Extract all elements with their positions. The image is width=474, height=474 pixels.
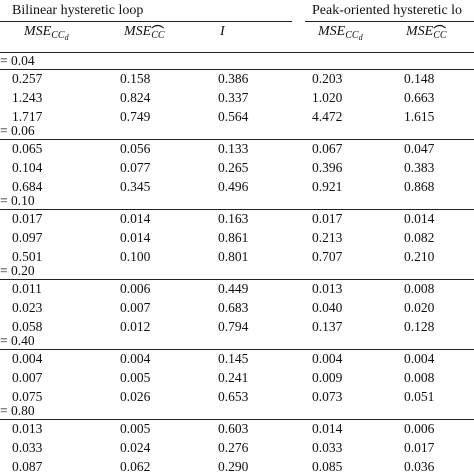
- table-cell: 1.615: [404, 109, 435, 124]
- table-cell: 1.243: [12, 90, 43, 105]
- table-cell: 0.047: [404, 141, 435, 156]
- table-cell: 0.257: [12, 71, 43, 86]
- table-cell: 0.040: [312, 300, 343, 315]
- table-cell: 0.056: [120, 141, 151, 156]
- table-cell: 0.868: [404, 179, 435, 194]
- table-cell: 0.005: [120, 421, 151, 436]
- table-cell: 0.026: [120, 389, 151, 404]
- table-cell: 0.794: [218, 319, 249, 334]
- group-header-right: Peak-oriented hysteretic lo: [312, 3, 463, 18]
- section-label: = 0.10: [0, 193, 35, 208]
- table-cell: 0.564: [218, 109, 249, 124]
- column-header-subscript: [433, 30, 446, 41]
- table-cell: 0.014: [120, 211, 151, 226]
- table-cell: 0.036: [404, 459, 435, 474]
- table-cell: 0.145: [218, 351, 249, 366]
- column-header-sub-subscript: d: [358, 33, 363, 42]
- table-cell: 0.684: [12, 179, 43, 194]
- section-label: = 0.40: [0, 333, 35, 348]
- table-cell: 0.383: [404, 160, 435, 175]
- table-cell: 0.013: [312, 281, 343, 296]
- section-rule: [0, 139, 474, 140]
- table-cell: 0.824: [120, 90, 151, 105]
- table-cell: 0.005: [120, 370, 151, 385]
- table-cell: 0.449: [218, 281, 249, 296]
- column-header-symbol: I: [220, 24, 225, 39]
- table-cell: 0.013: [12, 421, 43, 436]
- table-cell: 0.801: [218, 249, 249, 264]
- group-rule-left: [0, 21, 292, 22]
- table-cell: 0.921: [312, 179, 343, 194]
- group-header-left: Bilinear hysteretic loop: [12, 3, 144, 18]
- table-cell: 0.501: [12, 249, 43, 264]
- table-cell: 0.006: [120, 281, 151, 296]
- table-cell: 1.717: [12, 109, 43, 124]
- column-header-symbol: MSE: [318, 24, 346, 39]
- table-cell: 0.009: [312, 370, 343, 385]
- section-rule: [0, 279, 474, 280]
- table-cell: 0.017: [312, 211, 343, 226]
- table-cell: 0.067: [312, 141, 343, 156]
- table-cell: 0.241: [218, 370, 249, 385]
- group-rule-right: [305, 21, 474, 22]
- table-cell: 0.148: [404, 71, 435, 86]
- column-header-symbol: MSE: [124, 24, 152, 39]
- table-cell: 0.004: [12, 351, 43, 366]
- table-cell: 0.100: [120, 249, 151, 264]
- table-cell: 0.004: [312, 351, 343, 366]
- table-cell: 0.007: [12, 370, 43, 385]
- table-cell: 0.210: [404, 249, 435, 264]
- hat-accent-icon: [433, 24, 446, 29]
- column-header-5: [406, 24, 447, 44]
- section-label: = 0.80: [0, 403, 35, 418]
- table-cell: 0.004: [120, 351, 151, 366]
- table-cell: 0.077: [120, 160, 151, 175]
- table-cell: 1.020: [312, 90, 343, 105]
- table-cell: 0.007: [120, 300, 151, 315]
- column-header-subscript-text: CC: [151, 30, 165, 41]
- table-cell: 0.024: [120, 440, 151, 455]
- table-cell: 0.012: [120, 319, 151, 334]
- header-bottom-rule: [0, 52, 474, 53]
- table-cell: 0.290: [218, 459, 249, 474]
- column-header-2: [124, 24, 165, 44]
- table-cell: 0.082: [404, 230, 435, 245]
- table-cell: 0.496: [218, 179, 249, 194]
- table-cell: 0.653: [218, 389, 249, 404]
- column-header-1: [24, 24, 69, 46]
- column-header-subscript: [151, 30, 164, 41]
- table-cell: 0.023: [12, 300, 43, 315]
- table-cell: 0.033: [12, 440, 43, 455]
- table-cell: 0.014: [312, 421, 343, 436]
- table-cell: 0.137: [312, 319, 343, 334]
- table-cell: 0.396: [312, 160, 343, 175]
- table-cell: 0.158: [120, 71, 151, 86]
- section-label: = 0.04: [0, 53, 35, 68]
- table-cell: 0.065: [12, 141, 43, 156]
- table-cell: 0.020: [404, 300, 435, 315]
- table-cell: 0.265: [218, 160, 249, 175]
- table-cell: 0.014: [404, 211, 435, 226]
- column-header-symbol: MSE: [406, 24, 434, 39]
- table-cell: 0.062: [120, 459, 151, 474]
- table-cell: 0.603: [218, 421, 249, 436]
- table-cell: 0.011: [12, 281, 42, 296]
- table-cell: 0.128: [404, 319, 435, 334]
- section-rule: [0, 419, 474, 420]
- table-cell: 0.104: [12, 160, 43, 175]
- table-cell: 0.033: [312, 440, 343, 455]
- table-cell: 0.085: [312, 459, 343, 474]
- column-header-4: [318, 24, 363, 46]
- section-rule: [0, 69, 474, 70]
- column-header-sub-subscript: d: [64, 33, 69, 42]
- table-cell: 0.097: [12, 230, 43, 245]
- table-cell: 0.075: [12, 389, 43, 404]
- table-cell: 0.006: [404, 421, 435, 436]
- table-cell: 0.213: [312, 230, 343, 245]
- column-header-subscript-text: CC: [51, 30, 65, 41]
- column-header-3: [220, 24, 225, 40]
- table-cell: 0.337: [218, 90, 249, 105]
- table-cell: 0.014: [120, 230, 151, 245]
- table-cell: 0.008: [404, 370, 435, 385]
- table-cell: 0.707: [312, 249, 343, 264]
- section-rule: [0, 349, 474, 350]
- table-cell: 0.017: [404, 440, 435, 455]
- table-cell: 4.472: [312, 109, 343, 124]
- table-cell: 0.004: [404, 351, 435, 366]
- table-cell: 0.663: [404, 90, 435, 105]
- section-label: = 0.20: [0, 263, 35, 278]
- table-cell: 0.073: [312, 389, 343, 404]
- column-header-subscript-text: CC: [345, 30, 359, 41]
- section-rule: [0, 209, 474, 210]
- table-cell: 0.861: [218, 230, 249, 245]
- table-cell: 0.017: [12, 211, 43, 226]
- table-cell: 0.386: [218, 71, 249, 86]
- table-cell: 0.058: [12, 319, 43, 334]
- table-cell: 0.203: [312, 71, 343, 86]
- table-cell: 0.008: [404, 281, 435, 296]
- column-header-subscript: [51, 30, 68, 41]
- column-header-subscript: [345, 30, 362, 41]
- column-header-symbol: MSE: [24, 24, 52, 39]
- table-cell: 0.163: [218, 211, 249, 226]
- table-cell: 0.133: [218, 141, 249, 156]
- section-label: = 0.06: [0, 123, 35, 138]
- table-cell: 0.683: [218, 300, 249, 315]
- table-cell: 0.749: [120, 109, 151, 124]
- table-cell: 0.276: [218, 440, 249, 455]
- table-cell: 0.087: [12, 459, 43, 474]
- table-cell: 0.345: [120, 179, 151, 194]
- table-cell: 0.051: [404, 389, 435, 404]
- hat-accent-icon: [151, 24, 164, 29]
- column-header-subscript-text: CC: [433, 30, 447, 41]
